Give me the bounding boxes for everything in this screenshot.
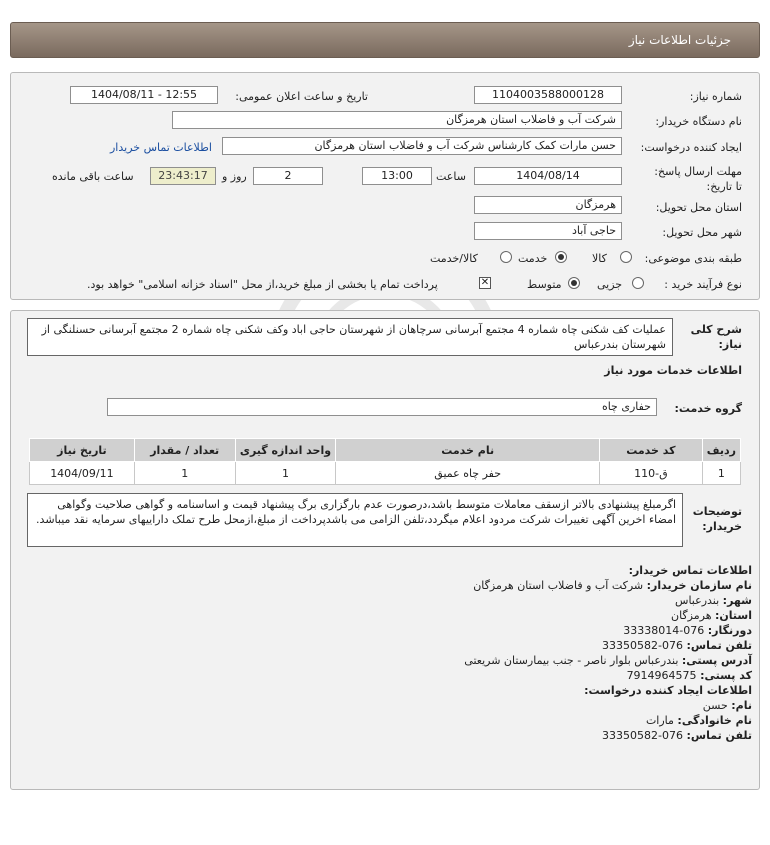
table-cell: 1404/09/11 — [30, 462, 135, 485]
request-creator-label: ایجاد کننده درخواست: — [640, 141, 742, 154]
table-cell: حفر چاه عمیق — [336, 462, 600, 485]
contact-address — [464, 654, 752, 667]
treasury-payment-checkbox[interactable]: ✕ — [480, 277, 490, 288]
contact-phone-label: تلفن تماس: — [686, 639, 752, 652]
deadline-date-field: 1404/08/14 — [474, 167, 622, 185]
remaining-time-field: 23:43:17 — [150, 167, 216, 185]
contact-phone-value: 076-33350582 — [602, 639, 684, 652]
contact-title: اطلاعات تماس خریدار: — [628, 564, 752, 577]
contact-city — [675, 594, 752, 607]
creator-phone — [602, 729, 752, 742]
delivery-city-field: حاجی آباد — [474, 222, 622, 240]
creator-title: اطلاعات ایجاد کننده درخواست: — [584, 684, 752, 697]
description-label: شرح کلی نیاز: — [690, 323, 742, 351]
services-table — [29, 438, 741, 485]
process-type-label: نوع فرآیند خرید : — [664, 278, 742, 291]
contact-fax-value: 076-33338014 — [623, 624, 705, 637]
buyer-org-label: نام دستگاه خریدار: — [655, 115, 742, 128]
creator-name-value: حسن — [702, 699, 728, 712]
category-goods-service-label: کالا/خدمت — [430, 252, 478, 265]
category-goods-label: کالا — [592, 252, 607, 265]
process-medium-radio[interactable] — [568, 277, 580, 289]
category-label: طبقه بندی موضوعی: — [644, 252, 742, 265]
contact-city-label: شهر: — [722, 594, 752, 607]
contact-address-value: بندرعباس بلوار ناصر - جنب بیمارستان شریعتی — [464, 654, 679, 667]
column-header: کد خدمت — [599, 439, 702, 462]
contact-province-value: هرمزگان — [671, 609, 712, 622]
process-medium-label: متوسط — [527, 278, 562, 291]
table-cell: 1 — [134, 462, 235, 485]
service-group-field: حفاری چاه — [107, 398, 657, 416]
request-creator-field: حسن مارات کمک کارشناس شرکت آب و فاضلاب استان هرمزگان — [222, 137, 622, 155]
category-service-radio[interactable] — [555, 251, 567, 263]
announce-date-field: 1404/08/11 - 12:55 — [70, 86, 218, 104]
creator-family-value: مارات — [645, 714, 674, 727]
category-service-label: خدمت — [518, 252, 548, 265]
remaining-time-label: ساعت باقی مانده — [52, 170, 134, 183]
remaining-days-field: 2 — [253, 167, 323, 185]
description-box: عملیات کف شکنی چاه شماره 4 مجتمع آبرسانی سرچاهان از شهرستان حاجی اباد وکف شکنی چاه شماره 2 مجتمع آبرسانی حسنلنگی از شهرستان بندرعباس — [27, 318, 673, 356]
creator-phone-value: 076-33350582 — [602, 729, 684, 742]
days-label: روز و — [222, 170, 247, 183]
creator-family-label: نام خانوادگی: — [677, 714, 752, 727]
contact-province-label: استان: — [715, 609, 752, 622]
column-header: تاریخ نیاز — [30, 439, 135, 462]
service-group-label: گروه خدمت: — [674, 402, 742, 415]
delivery-province-field: هرمزگان — [474, 196, 622, 214]
contact-province — [671, 609, 752, 622]
contact-address-label: آدرس پستی: — [681, 654, 752, 667]
delivery-province-label: استان محل تحویل: — [655, 201, 742, 214]
contact-fax — [623, 624, 752, 637]
contact-org — [473, 579, 752, 592]
table-row — [30, 462, 741, 485]
contact-postal-label: کد پستی: — [700, 669, 752, 682]
announce-date-label: تاریخ و ساعت اعلان عمومی: — [235, 90, 368, 103]
creator-name-label: نام: — [731, 699, 752, 712]
table-cell: 1 — [702, 462, 740, 485]
column-header: ردیف — [702, 439, 740, 462]
process-minor-label: جزیی — [597, 278, 623, 291]
deadline-label: مهلت ارسال پاسخ: تا تاریخ: — [654, 165, 742, 193]
services-section-title: اطلاعات خدمات مورد نیاز — [604, 364, 742, 377]
table-header-row — [30, 439, 741, 462]
contact-postal-value: 7914964575 — [626, 669, 697, 682]
buyer-contact-link[interactable]: اطلاعات تماس خریدار — [110, 141, 212, 154]
buyer-org-field: شرکت آب و فاضلاب استان هرمزگان — [172, 111, 622, 129]
deadline-time-field: 13:00 — [362, 167, 432, 185]
page-header — [10, 22, 760, 58]
process-minor-radio[interactable] — [632, 277, 644, 289]
treasury-payment-note: پرداخت تمام یا بخشی از مبلغ خرید،از محل "اسناد خزانه اسلامی" خواهد بود. — [87, 278, 438, 291]
contact-phone — [602, 639, 752, 652]
creator-name — [703, 699, 752, 712]
column-header: تعداد / مقدار — [134, 439, 235, 462]
buyer-notes-box: اگرمبلغ پیشنهادی بالاتر ازسقف معاملات متوسط باشد،درصورت عدم بارگزاری برگ پیشنهاد قیمت و اساسنامه و گواهی صلاحیت وگواهی امضاء اخرین آگهی تغییرات شرکت مردود اعلام میگردد،تلفن الزامی می باشدپرداخت از مبلغ،ازمحل طرح تملک داراییهای سرمایه نقد میباشد. — [27, 493, 683, 547]
need-info-panel — [10, 72, 760, 300]
category-goods-radio[interactable] — [620, 251, 632, 263]
contact-postal — [627, 669, 752, 682]
buyer-notes-label: توضیحات خریدار: — [692, 505, 742, 533]
delivery-city-label: شهر محل تحویل: — [662, 226, 742, 239]
column-header: نام خدمت — [336, 439, 600, 462]
page-title: جزئیات اطلاعات نیاز — [628, 33, 731, 47]
table-cell: ق-110 — [599, 462, 702, 485]
contact-fax-label: دورنگار: — [707, 624, 752, 637]
category-goods-service-radio[interactable] — [500, 251, 512, 263]
need-number-label: شماره نیاز: — [689, 90, 742, 103]
need-number-field: 1104003588000128 — [474, 86, 622, 104]
creator-phone-label: تلفن تماس: — [686, 729, 752, 742]
contact-org-value: شرکت آب و فاضلاب استان هرمزگان — [473, 579, 644, 592]
contact-city-value: بندرعباس — [675, 594, 720, 607]
creator-family — [646, 714, 752, 727]
contact-org-label: نام سازمان خریدار: — [646, 579, 752, 592]
deadline-time-label: ساعت — [436, 170, 466, 183]
table-cell: 1 — [235, 462, 336, 485]
column-header: واحد اندازه گیری — [235, 439, 336, 462]
